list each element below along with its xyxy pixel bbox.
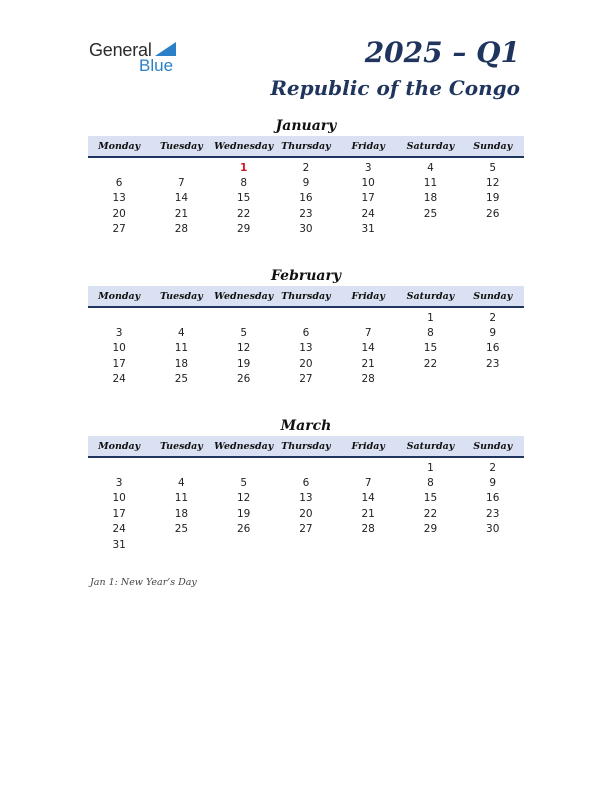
day-cell: 24	[112, 373, 126, 386]
day-cell: 20	[112, 207, 126, 220]
day-cell: 11	[423, 177, 438, 190]
day-cell: 24	[361, 207, 375, 220]
day-cell: 2	[302, 161, 310, 174]
week-row	[88, 475, 524, 490]
day-cell: 5	[240, 477, 247, 490]
day-cell: 4	[427, 161, 434, 174]
week-row	[88, 206, 524, 221]
day-cell: 27	[112, 223, 126, 236]
weekday-label: Friday	[351, 440, 385, 452]
day-cell: 19	[486, 192, 500, 205]
weekday-label: Tuesday	[159, 140, 203, 152]
week-row	[88, 506, 524, 521]
day-cell: 10	[361, 177, 375, 190]
day-cell: 16	[486, 342, 500, 355]
weekday-label: Saturday	[406, 290, 455, 302]
day-cell: 8	[240, 177, 247, 190]
day-cell: 12	[236, 492, 251, 505]
day-cell: 24	[112, 523, 126, 536]
day-cell: 21	[174, 207, 189, 220]
logo-text-blue: Blue	[139, 56, 174, 75]
day-cell: 7	[364, 477, 372, 490]
weekday-label: Thursday	[281, 440, 331, 452]
weekday-label: Thursday	[281, 140, 331, 152]
day-cell: 9	[302, 177, 310, 190]
day-cell: 15	[423, 492, 438, 505]
day-cell: 18	[174, 357, 189, 370]
day-cell: 26	[236, 373, 251, 386]
calendar-grid	[88, 310, 524, 387]
week-row	[88, 537, 524, 552]
month-march	[88, 416, 524, 552]
day-cell: 13	[112, 192, 126, 205]
day-cell: 28	[361, 523, 375, 536]
week-row	[88, 325, 524, 340]
day-cell: 11	[174, 492, 189, 505]
day-cell: 26	[236, 523, 251, 536]
day-cell: 5	[240, 327, 247, 340]
day-cell: 12	[236, 342, 251, 355]
day-cell: 27	[299, 373, 313, 386]
month-february	[88, 266, 524, 387]
week-row	[88, 522, 524, 537]
day-cell: 10	[112, 342, 126, 355]
day-cell: 7	[364, 327, 372, 340]
day-cell: 21	[361, 357, 375, 370]
day-cell: 12	[486, 177, 500, 190]
calendar-grid	[88, 160, 524, 237]
weekday-label: Saturday	[406, 140, 455, 152]
day-cell: 15	[236, 192, 251, 205]
week-row	[88, 372, 524, 387]
day-cell: 22	[236, 207, 251, 220]
day-cell: 5	[489, 161, 497, 174]
weekday-label: Friday	[351, 290, 385, 302]
weekday-header-row	[88, 286, 524, 308]
day-cell: 25	[174, 373, 189, 386]
day-cell: 16	[486, 492, 500, 505]
month-january	[88, 116, 524, 237]
day-cell: 18	[423, 192, 438, 205]
day-cell: 11	[174, 342, 189, 355]
day-cell: 4	[178, 327, 185, 340]
week-row	[88, 160, 524, 175]
day-cell: 23	[299, 207, 313, 220]
weekday-label: Sunday	[473, 140, 513, 152]
day-cell: 19	[236, 357, 251, 370]
weekday-header-row	[88, 436, 524, 458]
day-cell: 1	[240, 161, 248, 174]
day-cell: 9	[489, 327, 497, 340]
weekday-label: Monday	[98, 440, 141, 452]
day-cell: 27	[299, 523, 313, 536]
day-cell: 22	[423, 357, 438, 370]
day-cell: 2	[489, 461, 497, 474]
logo-triangle-icon	[155, 42, 176, 56]
week-row	[88, 356, 524, 371]
weekday-label: Sunday	[473, 290, 513, 302]
day-cell: 7	[178, 177, 185, 190]
week-row	[88, 341, 524, 356]
day-cell: 17	[361, 192, 375, 205]
day-cell: 17	[112, 507, 126, 520]
day-cell: 6	[302, 327, 310, 340]
day-cell: 28	[361, 373, 375, 386]
day-cell: 6	[115, 177, 123, 190]
day-cell: 3	[115, 477, 123, 490]
weekday-label: Wednesday	[214, 140, 274, 152]
weekday-label: Friday	[351, 140, 385, 152]
day-cell: 3	[364, 161, 372, 174]
month-title: January	[275, 118, 337, 134]
day-cell: 18	[174, 507, 189, 520]
weekday-label: Sunday	[473, 440, 513, 452]
day-cell: 1	[427, 311, 434, 324]
calendar-grid	[88, 460, 524, 552]
day-cell: 8	[427, 477, 434, 490]
weekday-label: Thursday	[281, 290, 331, 302]
day-cell: 28	[174, 223, 189, 236]
day-cell: 2	[489, 311, 497, 324]
day-cell: 20	[299, 507, 313, 520]
day-cell: 19	[236, 507, 251, 520]
holiday-notes	[90, 577, 197, 588]
day-cell: 15	[423, 342, 438, 355]
day-cell: 16	[299, 192, 313, 205]
weekday-header-row	[88, 136, 524, 158]
day-cell: 25	[423, 207, 438, 220]
day-cell: 22	[423, 507, 438, 520]
day-cell: 13	[299, 492, 313, 505]
day-cell: 14	[174, 192, 189, 205]
day-cell: 25	[174, 523, 189, 536]
day-cell: 14	[361, 492, 375, 505]
day-cell: 21	[361, 507, 375, 520]
day-cell: 30	[486, 523, 500, 536]
holiday-note: Jan 1: New Year’s Day	[90, 577, 197, 588]
logo-text-general: General	[89, 40, 152, 60]
day-cell: 8	[427, 327, 434, 340]
week-row	[88, 191, 524, 206]
day-cell: 26	[486, 207, 500, 220]
day-cell: 30	[299, 223, 313, 236]
week-row	[88, 310, 524, 325]
week-row	[88, 175, 524, 190]
day-cell: 17	[112, 357, 126, 370]
weekday-label: Monday	[98, 290, 141, 302]
day-cell: 10	[112, 492, 126, 505]
page-title: 2025 – Q1	[364, 36, 520, 69]
month-title: March	[280, 418, 332, 434]
week-row	[88, 460, 524, 475]
day-cell: 3	[115, 327, 123, 340]
week-row	[88, 491, 524, 506]
day-cell: 23	[486, 357, 500, 370]
day-cell: 31	[112, 538, 126, 551]
day-cell: 9	[489, 477, 497, 490]
day-cell: 6	[302, 477, 310, 490]
day-cell: 31	[361, 223, 375, 236]
generalblue-logo	[89, 40, 189, 76]
day-cell: 4	[178, 477, 185, 490]
day-cell: 29	[236, 223, 251, 236]
weekday-label: Wednesday	[214, 290, 274, 302]
day-cell: 13	[299, 342, 313, 355]
weekday-label: Saturday	[406, 440, 455, 452]
weekday-label: Wednesday	[214, 440, 274, 452]
day-cell: 23	[486, 507, 500, 520]
month-title: February	[270, 268, 341, 284]
day-cell: 29	[423, 523, 438, 536]
weekday-label: Tuesday	[159, 290, 203, 302]
page-subtitle: Republic of the Congo	[270, 76, 520, 100]
weekday-label: Tuesday	[159, 440, 203, 452]
day-cell: 20	[299, 357, 313, 370]
weekday-label: Monday	[98, 140, 141, 152]
week-row	[88, 222, 524, 237]
day-cell: 14	[361, 342, 375, 355]
day-cell: 1	[427, 461, 434, 474]
